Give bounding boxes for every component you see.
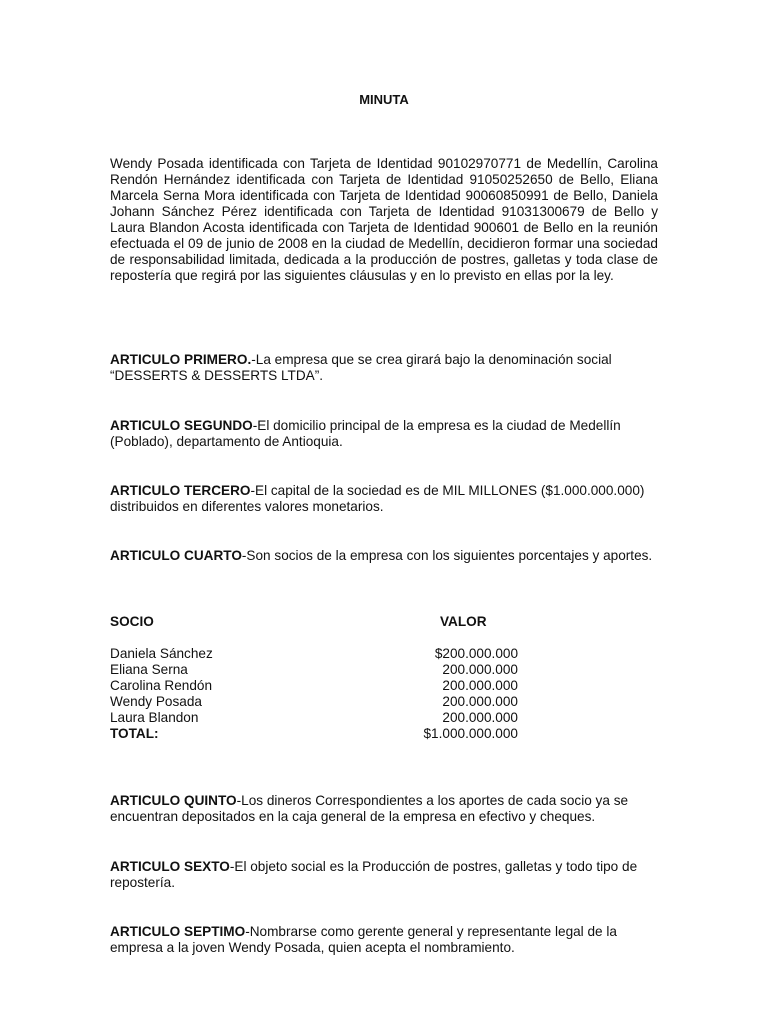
article-heading: ARTICULO SEXTO	[110, 859, 230, 874]
article-sexto	[110, 859, 658, 891]
partner-name: Wendy Posada	[110, 694, 202, 709]
article-text: -El capital de la sociedad es de MIL MILLONES ($1.000.000.000) distribuidos en diferentes valores monetarios.	[110, 483, 645, 514]
table-row	[110, 646, 518, 662]
article-heading: ARTICULO SEGUNDO	[110, 418, 253, 433]
intro-paragraph: Wendy Posada identificada con Tarjeta de Identidad 90102970771 de Medellín, Carolina Rendón Hernández identificada con Tarjeta de Identidad 91050252650 de Bello, Eliana Marcela Serna Mora identificada con Tarjeta de Identidad 90060850991 de Bello, Daniela Johann Sánchez Pérez identificada con Tarjeta de Identidad 91031300679 de Bello y Laura Blandon Acosta identificada con Tarjeta de Identidad 900601 de Bello en la reunión efectuada el 09 de junio de 2008 en la ciudad de Medellín, decidieron formar una sociedad de responsabilidad limitada, dedicada a la producción de postres, galletas y toda clase de repostería que regirá por las siguientes cláusulas y en lo previsto en ellas por la ley.	[110, 156, 658, 283]
article-cuarto	[110, 548, 658, 564]
table-row	[110, 662, 518, 678]
partner-value: 200.000.000	[442, 678, 518, 693]
article-text: -El domicilio principal de la empresa es la ciudad de Medellín (Poblado), departamento de Antioquia.	[110, 418, 621, 449]
article-text: -El objeto social es la Producción de postres, galletas y todo tipo de repostería.	[110, 859, 638, 890]
partner-name: Daniela Sánchez	[110, 646, 213, 661]
table-total-row	[110, 726, 518, 742]
column-header-valor: VALOR	[440, 614, 487, 629]
article-quinto	[110, 793, 658, 825]
article-heading: ARTICULO SEPTIMO	[110, 924, 246, 939]
partner-name: Eliana Serna	[110, 662, 188, 677]
article-text: -Los dineros Correspondientes a los aportes de cada socio ya se encuentran depositados en la caja general de la empresa en efectivo y cheques.	[110, 793, 629, 824]
document-title: MINUTA	[359, 92, 409, 107]
article-text: -Son socios de la empresa con los siguientes porcentajes y aportes.	[241, 548, 653, 563]
partner-name: Laura Blandon	[110, 710, 199, 725]
partner-value: 200.000.000	[442, 694, 518, 709]
article-primero	[110, 352, 658, 384]
partner-value: 200.000.000	[442, 710, 518, 725]
article-segundo	[110, 418, 658, 450]
partner-name: Carolina Rendón	[110, 678, 213, 693]
table-row	[110, 694, 518, 710]
article-heading: ARTICULO CUARTO	[110, 548, 242, 563]
column-header-socio: SOCIO	[110, 614, 154, 629]
article-heading: ARTICULO QUINTO	[110, 793, 237, 808]
article-septimo	[110, 924, 658, 956]
article-tercero	[110, 483, 658, 515]
article-text: -Nombrarse como gerente general y representante legal de la empresa a la joven Wendy Posada, quien acepta el nombramiento.	[110, 924, 617, 955]
article-heading: ARTICULO TERCERO	[110, 483, 251, 498]
article-text: -La empresa que se crea girará bajo la denominación social “DESSERTS & DESSERTS LTDA”.	[110, 352, 612, 383]
table-row	[110, 678, 518, 694]
partner-value: 200.000.000	[442, 662, 518, 677]
article-heading: ARTICULO PRIMERO.	[110, 352, 252, 367]
table-row	[110, 710, 518, 726]
total-label: TOTAL:	[110, 726, 159, 741]
partner-value: $200.000.000	[434, 646, 518, 661]
total-value: $1.000.000.000	[423, 726, 518, 741]
